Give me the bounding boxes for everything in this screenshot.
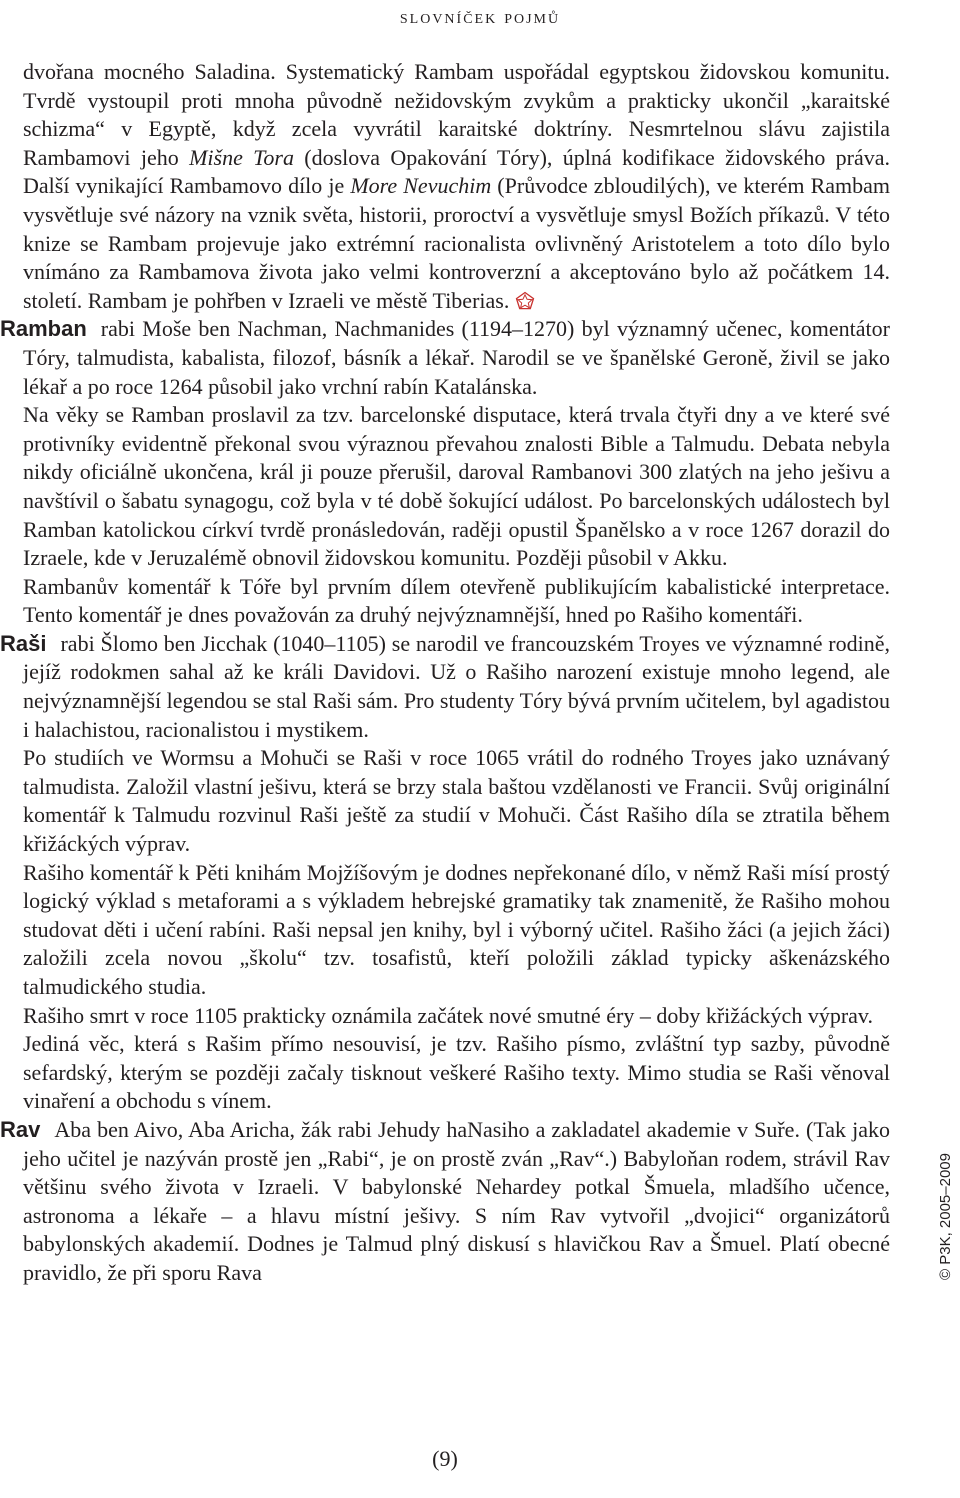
ramban-text-1: rabi Moše ben Nachman, Nachmanides (1194–1270) byl významný učenec, komentátor Tóry, talmudista, kabalista, filozof, básník a lékař. Narodil se ve španělské Geroně, živil se jako lékař a po roce 1264 působil jako vrchní rabín Katalánska. bbox=[23, 316, 890, 399]
term-ramban: Ramban bbox=[0, 316, 87, 342]
glossary-content bbox=[0, 58, 890, 1288]
entry-rasi bbox=[0, 630, 890, 744]
entry-ramban bbox=[0, 315, 890, 401]
running-header: slovníček pojmů bbox=[399, 6, 561, 28]
mishne-tora-title: Mišne Tora bbox=[189, 144, 294, 170]
rasi-text-1: rabi Šlomo ben Jicchak (1040–1105) se narodil ve francouzském Troyes ve významné rodině, jejíž rodokmen sahal až ke králi Davidovi. Už o Rašiho narození existuje mnoho legend, ale nejvýznamnější legendou se stal Raši sám. Pro studenty Tóry bývá prvním učitelem, byl agadistou i halachistou, racionalistou i mystikem. bbox=[23, 630, 890, 742]
more-nevuchim-title: More Nevuchim bbox=[350, 173, 492, 199]
entry-rav bbox=[0, 1116, 890, 1288]
ramban-paragraph-3: Rambanův komentář k Tóře byl prvním dílem otevřeně publikujícím kabalistické interpretace. Tento komentář je dnes považován za druhý nejvýznamnější, hned po Rašiho komentáři. bbox=[23, 573, 890, 628]
rasi-paragraph-2: Po studiích ve Wormsu a Mohuči se Raši v roce 1065 vrátil do rodného Troyes jako uznávaný talmudista. Založil vlastní ješivu, která se brzy stala baštou vzdělanosti ve Francii. Svůj originální komentář k Talmudu rozvinul Raši ještě za studií v Mohuči. Část Rašiho díla se ztratila během křižáckých výprav. bbox=[23, 745, 890, 857]
rambam-text-3: (Průvodce zbloudilých), ve kterém Rambam vysvětluje své názory na vznik světa, historii, proroctví a vysvětluje smysl Božích příkazů. V této knize se Rambam projevuje jako extrémní racionalista ovlivněný Aristotelem a toto dílo bylo vnímáno za Rambamova života jako velmi kontroverzní a akceptováno bylo až počátkem 14. století. Rambam je pohřben v Izraeli ve městě Tiberias. bbox=[23, 173, 890, 313]
copyright-note: © P3K, 2005–2009 bbox=[937, 1153, 954, 1280]
pentagon-star-icon bbox=[515, 291, 535, 311]
rasi-paragraph-3: Rašiho komentář k Pěti knihám Mojžíšovým je dodnes nepřekonané dílo, v němž Raši mísí prostý logický výklad s metaforami a s výkladem hebrejské gramatiky tak znamenitě, že Rašiho mohou studovat děti i učení rabíni. Raši nepsal jen knihy, byl i výborný učitel. Rašiho žáci (a jejich žáci) založili zcela novou „školu“ tzv. tosafistů, kteří položili základ typicky aškenázského talmudického studia. bbox=[23, 859, 890, 999]
rasi-paragraph-4: Rašiho smrt v roce 1105 prakticky oznámila začátek nové smutné éry – doby křižáckých výprav. bbox=[23, 1002, 873, 1028]
rambam-text-1: dvořana mocného Saladina. Systematický Rambam uspořádal egyptskou židovskou komunitu. Tvrdě vystoupil proti mnoha původně nežidovským zvykům a prakticky ukončil „karaitské schizma“ v Egyptě, když zcela vyvrátil karaitské doktríny. Nesmrtelnou slávu zajistila Rambamovi jeho bbox=[23, 59, 890, 170]
rasi-paragraph-5: Jediná věc, která s Rašim přímo nesouvisí, je tzv. Rašiho písmo, zvláštní typ sazby, původně sefardský, kterým se později začaly tisknout veškeré Rašiho texty. Mimo studia se Raši věnoval vinaření a obchodu s vínem. bbox=[23, 1031, 890, 1114]
page-number: (9) bbox=[432, 1446, 458, 1471]
rambam-text-2: (doslova Opakování Tóry), úplná kodifikace židovského práva. Další vynikající Rambamovo dílo je bbox=[23, 144, 890, 199]
rambam-continuation bbox=[0, 58, 890, 315]
rav-text-1: Aba ben Aivo, Aba Aricha, žák rabi Jehudy haNasiho a zakladatel akademie v Suře. (Tak jako jeho učitel je nazýván prostě jen „Rabi“, je on prostě zván „Rav“.) Babyloňan rodem, strávil Rav většinu svého života v Izraeli. V babylonské Nehardey potkal Šmuela, mladšího učence, astronoma a lékaře – a hlavu místní ješivy. S ním Rav vytvořil „dvojici“ organizátorů babylonských akademií. Dodnes je Talmud plný diskusí s hlavičkou Rav a Šmuel. Platí obecné pravidlo, že při sporu Rava bbox=[23, 1116, 890, 1285]
term-rav: Rav bbox=[0, 1116, 41, 1142]
ramban-paragraph-2: Na věky se Ramban proslavil za tzv. barcelonské disputace, která trvala čtyři dny a ve které své protivníky evidentně překonal svou výraznou převahou znalosti Bible a Talmudu. Debata nebyla nikdy oficiálně ukončena, král ji pouze přerušil, daroval Rambanovi 300 zlatých na jeho ješivu a navštívil o šabatu synagogu, což byla v té době šokující událost. Po barcelonských událostech byl Ramban katolickou církví tvrdě pronásledován, raději opustil Španělsko a v roce 1267 dorazil do Izraele, kde v Jeruzalémě obnovil židovskou komunitu. Později působil v Akku. bbox=[23, 402, 890, 571]
term-rasi: Raši bbox=[0, 630, 47, 656]
